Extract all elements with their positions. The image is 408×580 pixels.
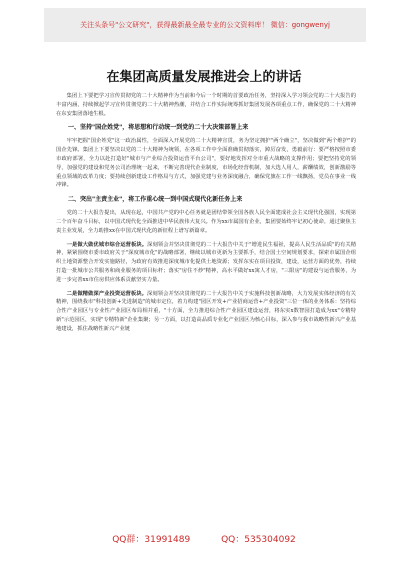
section-heading-2: 二、突出"主责主业"，将工作重心统一到中国式现代化新任务上来 — [68, 196, 243, 204]
footer-qq-group: QQ群：31991489 — [112, 535, 191, 545]
banner-text: 关注头条号"公文研究"，获得最新最全最专业的公文资料库！ 微信：gongwenyj — [80, 21, 330, 29]
paragraph-item-1 — [56, 241, 356, 285]
item-2-lead: 二是做精做深产业投资运营板块。 — [66, 290, 147, 297]
item-1-text: 深刻领会并坚决贯彻党的二十大报告中关于"增进民生福祉，提高人民生活品质"的有关精神，紧紧围绕市委市政府关于"深度城市化"的战略部署，继续以城市更新为主要抓手，结合国土空间规划要求，探索市属国企组织土地资源整合开发实施路径，为政府有效推进深度城市化提供土地资源；发挥东实在项目投资，建设，运营方面的优势，持续打造一批城市公共服务和商业服务的项目标杆；落实"房住不炒"精神，高水平做好xx寓人才房，"三限房"的建设与运营服务，为进一步完善xx市住房供应体系贡献坚实力量。 — [56, 241, 356, 283]
item-2-text: 深刻领会并坚决贯彻党的二十大报告中关于实施科技创新战略，大力发展实体经济的有关精神，围绕我市"科技创新+先进制造"的城市定位，着力构建"园区开发+产业招商运营+产业投资"三位一体的业务体系：坚持综合性产业园区与专业性产业园区布局相并重，"十方面，全力推进综合性产业园区建设运营，将东实x数智园打造成为xx"专精特新"示范园区，实现"专精特新"企业集聚；另一方面，以打造高品质专业化产业园区为核心目标，深入参与我市战略性新兴产业基地建设，抓住战略性新兴产业链 — [56, 290, 356, 332]
footer-contact — [0, 532, 408, 545]
top-banner — [44, 8, 366, 42]
paragraph-section-1: 牢牢把握"国企姓党"这一政治属性，全面深入开展党的二十大精神宣贯，务为坚定拥护"两个确立"，坚决做到"两个维护"的国企先锋。集团上下要坚决以党的二十大精神为统领，在各项工作中全面准确贯彻落实，踔厉奋发，勇毅前行：要严格按照市委市政府部署，全力以赴打造好"城市与产业综合投资运营平台公司"，要好地发挥对全市重大战略的支撑作用；要把坚持党的领导，加强党的建设和党务公司治理统一起来，不断完善现代企业制度，市场化经营机制，加大选人用人，薪酬绩效，创新激励等重点领域的改革力度；要持续创新建设工作格局与方式，加强党建与业务深度融合，确保党旗在工作一线飘扬，党员在事业一线冲锋。 — [56, 138, 356, 189]
paragraph-item-2 — [56, 290, 356, 334]
item-1-lead: 一是做大做优城市综合运营板块。 — [66, 241, 148, 248]
paragraph-intro: 集团上下要把学习宣传贯彻党的二十大精神作为当前和今后一个时期的首要政治任务，坚持深入学习领会党的二十大报告的丰富内涵，持续掀起学习宣传贯彻党的二十大精神热潮，并结合工作实际统筹抓好集团发展各项重点工作，确保党的二十大精神在东安集团落地生根。 — [56, 93, 356, 117]
section-heading-1: 一、坚持"国企姓党"，将思想和行动统一到党的二十大决策部署上来 — [68, 124, 249, 132]
document-body — [56, 92, 356, 339]
page-title: 在集团高质量发展推进会上的讲话 — [106, 70, 302, 85]
paragraph-section-2: 党的二十大报告提出，从现在起，中国共产党的中心任务就是团结带领全国各族人民全面建成社会主义现代化强国，实现第二个百年奋斗目标，以中国式现代化全面推进中华民族伟大复兴。作为xx市属国有企业，集团要始终牢记初心使命，通过聚焦主责主业发展，全力助推xx在中国式现代化的新征程上谱写新篇章。 — [56, 210, 356, 234]
footer-qq: QQ：535304092 — [221, 535, 296, 545]
